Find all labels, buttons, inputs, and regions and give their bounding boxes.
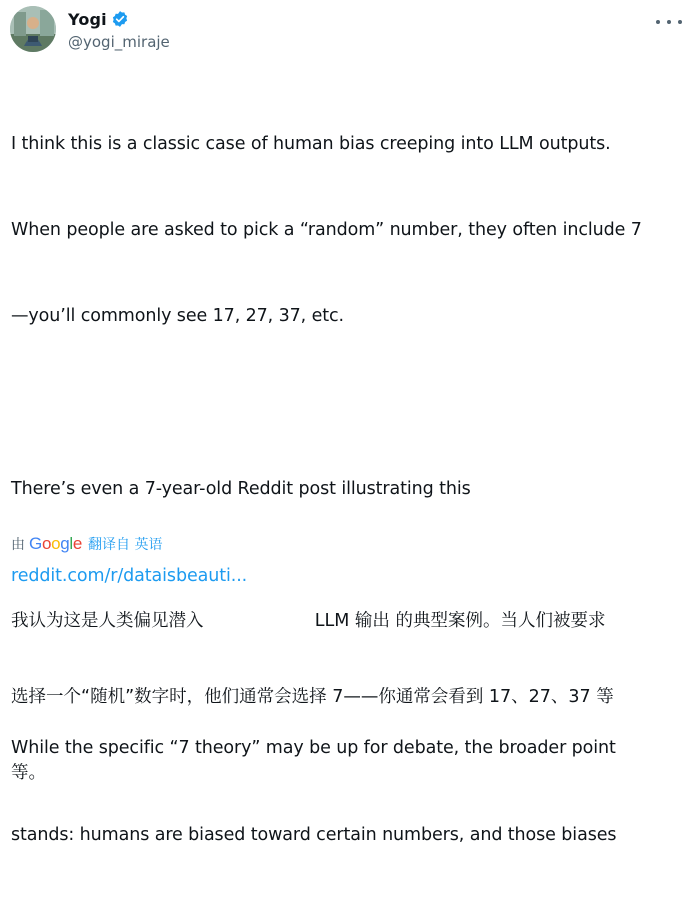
translated-by-label: 由	[11, 537, 25, 553]
tweet-header	[10, 6, 690, 56]
translated-from-link[interactable]: 翻译自 英语	[88, 537, 163, 553]
translated-line: 等。	[11, 762, 46, 783]
translated-text	[11, 559, 691, 898]
avatar-image	[10, 6, 56, 52]
tweet-line: While the specific “7 theory” may be up for debate, the broader point	[11, 738, 616, 759]
tweet-line: There’s even a 7-year-old Reddit post illustrating this	[11, 479, 471, 500]
translated-line: 我认为这是人类偏见潜入 LLM 输出 的典型案例。当人们被要求	[11, 611, 606, 632]
translated-line: 选择一个“随机”数字时，他们通常会选择 7——你通常会看到 17、27、37 等	[11, 687, 614, 708]
tweet-line: stands: humans are biased toward certain numbers, and those biases	[11, 824, 617, 845]
verified-badge-icon	[111, 10, 129, 28]
tweet-line: When people are asked to pick a “random” number, they often include 7	[11, 219, 642, 240]
reddit-link[interactable]: reddit.com/r/dataisbeauti...	[11, 565, 248, 586]
display-name[interactable]: Yogi	[68, 9, 107, 29]
more-horizontal-icon[interactable]	[656, 12, 682, 32]
avatar[interactable]	[10, 6, 56, 52]
tweet-line: I think this is a classic case of human bias creeping into LLM outputs.	[11, 133, 611, 154]
author-names	[68, 8, 170, 51]
google-logo: Google	[29, 534, 83, 553]
author-handle[interactable]: @yogi_miraje	[68, 33, 170, 51]
tweet-line: —you’ll commonly see 17, 27, 37, etc.	[11, 306, 345, 327]
translation-attribution	[11, 534, 163, 554]
